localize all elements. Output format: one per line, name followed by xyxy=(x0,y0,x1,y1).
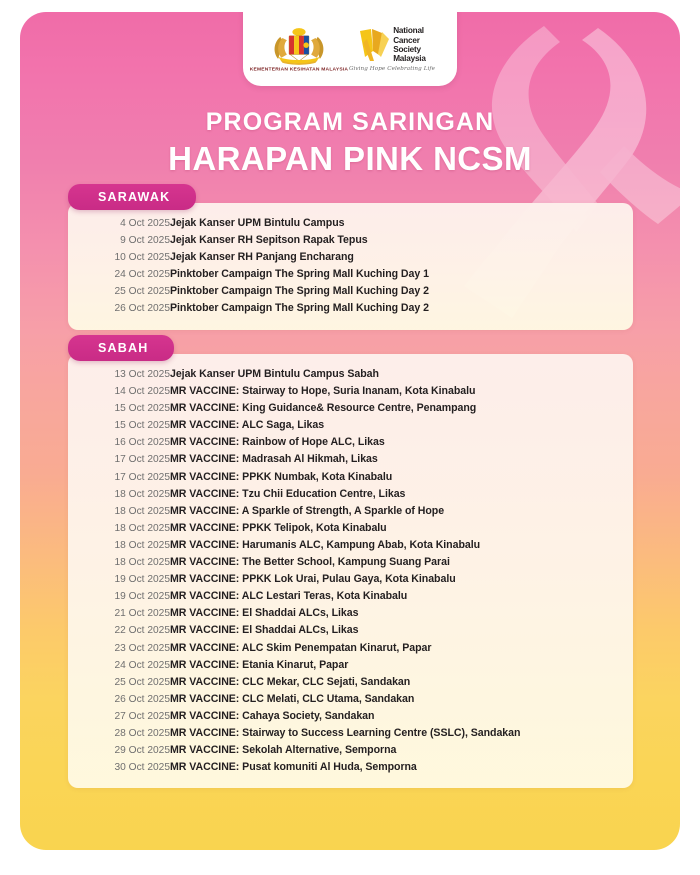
schedule-panel-sarawak xyxy=(68,203,633,330)
event-date: 26 Oct 2025 xyxy=(114,303,170,315)
table-row xyxy=(68,554,617,571)
event-date: 18 Oct 2025 xyxy=(114,539,170,551)
table-row xyxy=(68,503,617,520)
ministry-logo xyxy=(249,27,349,73)
table-row xyxy=(68,486,617,503)
section-badge-sabah: SABAH xyxy=(68,335,174,361)
table-row xyxy=(68,537,617,554)
schedule-table-sarawak xyxy=(68,215,617,318)
table-row xyxy=(68,366,617,383)
table-row xyxy=(68,266,617,283)
event-date: 13 Oct 2025 xyxy=(114,369,170,380)
page-title-line-1: PROGRAM SARINGAN xyxy=(205,108,495,136)
table-row xyxy=(68,759,617,776)
event-name: Jejak Kanser UPM Bintulu Campus xyxy=(170,217,345,229)
event-name: MR VACCINE: Stairway to Hope, Suria Inanam, Kota Kinabalu xyxy=(170,385,476,398)
table-row xyxy=(68,622,617,639)
ncsm-line-3: Society xyxy=(393,45,421,54)
ncsm-logo xyxy=(349,26,435,72)
table-row xyxy=(68,469,617,486)
schedule-table-sabah xyxy=(68,366,617,776)
event-name: MR VACCINE: Rainbow of Hope ALC, Likas xyxy=(170,436,385,449)
event-date: 16 Oct 2025 xyxy=(114,437,170,449)
event-date: 18 Oct 2025 xyxy=(114,505,170,517)
event-date: 30 Oct 2025 xyxy=(114,762,170,774)
table-row xyxy=(68,215,617,232)
table-row xyxy=(68,725,617,742)
event-date: 18 Oct 2025 xyxy=(114,557,170,569)
event-date: 22 Oct 2025 xyxy=(114,625,170,637)
event-name: Jejak Kanser RH Panjang Encharang xyxy=(170,251,354,264)
event-date: 29 Oct 2025 xyxy=(114,745,170,757)
table-row xyxy=(68,232,617,249)
event-name: Pinktober Campaign The Spring Mall Kuching Day 2 xyxy=(170,302,429,315)
event-date: 19 Oct 2025 xyxy=(114,591,170,603)
ncsm-line-2: Cancer xyxy=(393,35,420,45)
table-row xyxy=(68,417,617,434)
ministry-caption: KEMENTERIAN KESIHATAN MALAYSIA xyxy=(249,66,349,73)
event-name: MR VACCINE: ALC Lestari Teras, Kota Kinabalu xyxy=(170,590,408,603)
table-row xyxy=(68,691,617,708)
event-date: 24 Oct 2025 xyxy=(114,659,170,671)
event-date: 15 Oct 2025 xyxy=(114,420,170,432)
event-name: MR VACCINE: CLC Mekar, CLC Sejati, Sandakan xyxy=(170,675,411,688)
ncsm-line-4: Malaysia xyxy=(393,54,426,64)
ncsm-line-1: National xyxy=(393,26,424,36)
event-name: MR VACCINE: El Shaddai ALCs, Likas xyxy=(170,624,359,637)
event-name: Pinktober Campaign The Spring Mall Kuching Day 2 xyxy=(170,285,429,298)
table-row xyxy=(68,708,617,725)
event-name: MR VACCINE: CLC Melati, CLC Utama, Sandakan xyxy=(170,692,415,705)
event-date: 26 Oct 2025 xyxy=(114,693,170,705)
event-name: MR VACCINE: King Guidance& Resource Centre, Penampang xyxy=(170,402,477,415)
event-date: 19 Oct 2025 xyxy=(114,574,170,586)
table-row xyxy=(68,383,617,400)
event-name: MR VACCINE: The Better School, Kampung Suang Parai xyxy=(170,556,450,569)
event-date: 4 Oct 2025 xyxy=(120,218,170,229)
event-name: MR VACCINE: Tzu Chii Education Centre, Likas xyxy=(170,487,406,500)
organisation-logo-card xyxy=(243,12,457,86)
table-row xyxy=(68,451,617,468)
schedule-panel-sabah xyxy=(68,354,633,788)
page-title-line-2: HARAPAN PINK NCSM xyxy=(168,140,532,177)
event-date: 23 Oct 2025 xyxy=(114,642,170,654)
event-name: Jejak Kanser UPM Bintulu Campus Sabah xyxy=(170,368,379,380)
event-date: 17 Oct 2025 xyxy=(114,471,170,483)
event-date: 25 Oct 2025 xyxy=(114,286,170,298)
event-name: MR VACCINE: Cahaya Society, Sandakan xyxy=(170,709,375,722)
event-name: MR VACCINE: A Sparkle of Strength, A Sparkle of Hope xyxy=(170,504,445,517)
event-name: MR VACCINE: ALC Saga, Likas xyxy=(170,419,325,432)
event-date: 9 Oct 2025 xyxy=(120,235,170,247)
section-badge-sarawak: SARAWAK xyxy=(68,184,196,210)
table-row xyxy=(68,434,617,451)
event-name: MR VACCINE: El Shaddai ALCs, Likas xyxy=(170,607,359,620)
event-date: 24 Oct 2025 xyxy=(114,269,170,281)
event-date: 17 Oct 2025 xyxy=(114,454,170,466)
event-date: 25 Oct 2025 xyxy=(114,676,170,688)
poster-title-block xyxy=(20,108,680,178)
table-row xyxy=(68,283,617,300)
event-name: MR VACCINE: Etania Kinarut, Papar xyxy=(170,658,349,671)
event-name: MR VACCINE: ALC Skim Penempatan Kinarut, Papar xyxy=(170,641,432,654)
table-row xyxy=(68,674,617,691)
section-sabah xyxy=(68,335,633,788)
event-date: 28 Oct 2025 xyxy=(114,727,170,739)
event-name: MR VACCINE: Harumanis ALC, Kampung Abab, Kota Kinabalu xyxy=(170,538,481,551)
event-date: 27 Oct 2025 xyxy=(114,710,170,722)
event-date: 10 Oct 2025 xyxy=(114,252,170,264)
section-sarawak xyxy=(68,184,633,330)
table-row xyxy=(68,742,617,759)
ncsm-wordmark xyxy=(393,26,426,64)
event-date: 18 Oct 2025 xyxy=(114,488,170,500)
event-name: MR VACCINE: PPKK Telipok, Kota Kinabalu xyxy=(170,521,387,534)
ncsm-flame-icon xyxy=(358,27,390,63)
ncsm-tagline: Giving Hope Celebrating Life xyxy=(348,65,435,72)
event-date: 15 Oct 2025 xyxy=(114,403,170,415)
event-name: MR VACCINE: Stairway to Success Learning Centre (SSLC), Sandakan xyxy=(170,726,521,739)
table-row xyxy=(68,640,617,657)
table-row xyxy=(68,657,617,674)
table-row xyxy=(68,520,617,537)
event-name: Jejak Kanser RH Sepitson Rapak Tepus xyxy=(170,234,368,247)
event-name: MR VACCINE: Madrasah Al Hikmah, Likas xyxy=(170,453,378,466)
table-row xyxy=(68,300,617,317)
malaysia-coat-of-arms-icon xyxy=(266,27,332,66)
poster-card xyxy=(20,12,680,850)
table-row xyxy=(68,588,617,605)
table-row xyxy=(68,571,617,588)
event-name: MR VACCINE: PPKK Numbak, Kota Kinabalu xyxy=(170,470,393,483)
event-name: MR VACCINE: Sekolah Alternative, Semporna xyxy=(170,744,397,757)
event-name: Pinktober Campaign The Spring Mall Kuching Day 1 xyxy=(170,268,429,281)
event-name: MR VACCINE: PPKK Lok Urai, Pulau Gaya, Kota Kinabalu xyxy=(170,573,456,586)
event-date: 18 Oct 2025 xyxy=(114,522,170,534)
table-row xyxy=(68,249,617,266)
event-name: MR VACCINE: Pusat komuniti Al Huda, Semporna xyxy=(170,761,417,774)
table-row xyxy=(68,400,617,417)
table-row xyxy=(68,605,617,622)
event-date: 14 Oct 2025 xyxy=(114,386,170,398)
event-date: 21 Oct 2025 xyxy=(114,608,170,620)
